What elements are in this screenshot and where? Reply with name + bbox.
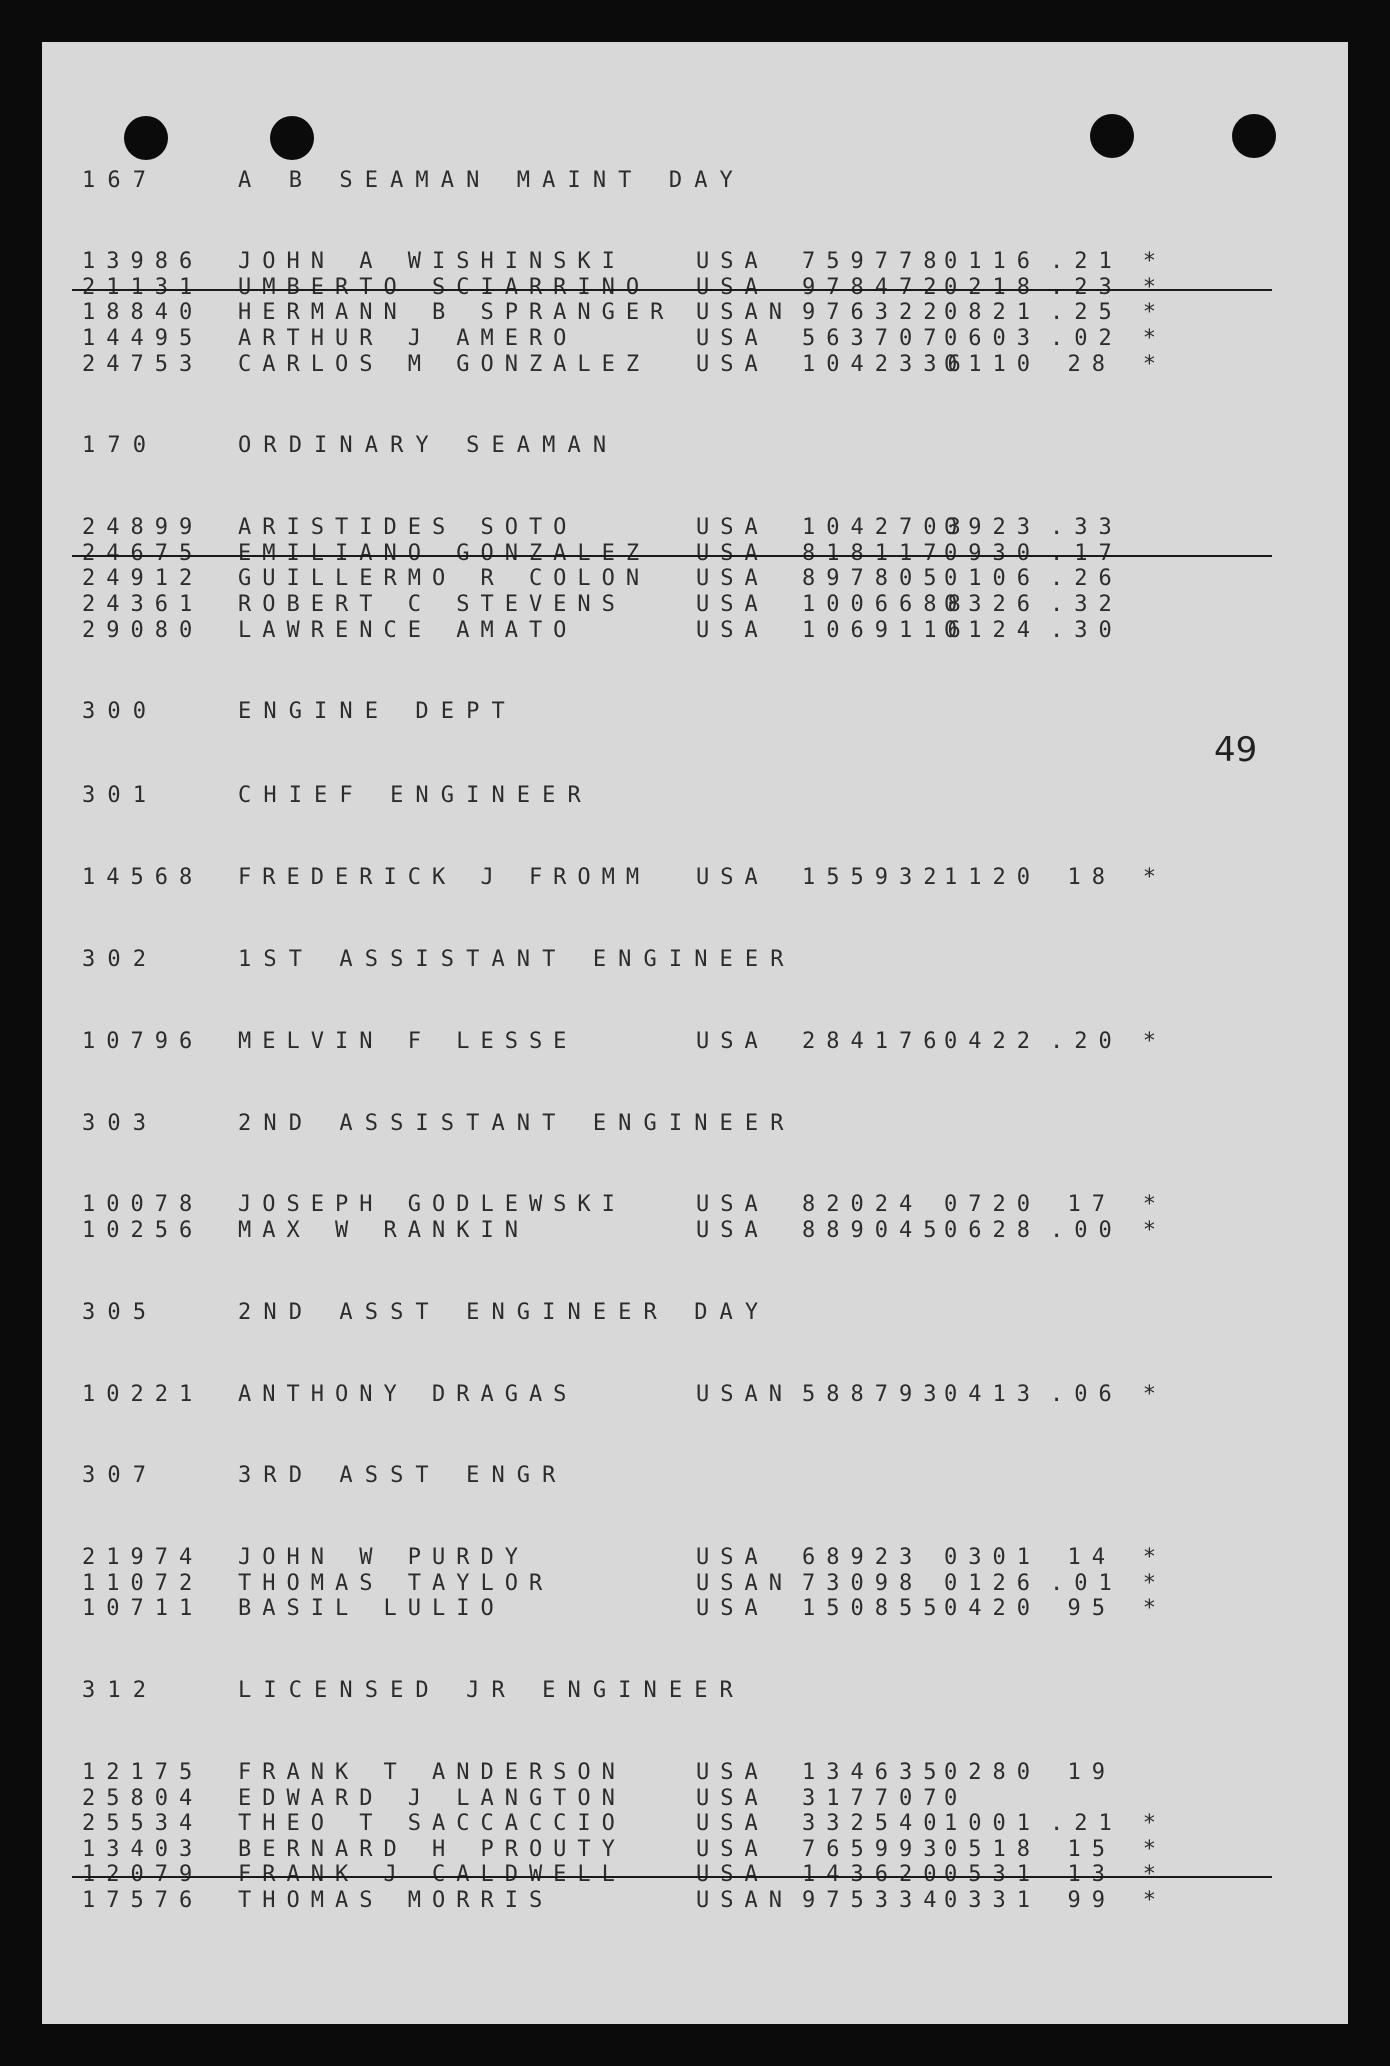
crew-code: 14495 (82, 326, 204, 352)
nationality: USA (696, 865, 769, 891)
document-number: 1042336 (802, 351, 972, 377)
crew-name: THOMAS MORRIS (238, 1887, 554, 1913)
crew-row (82, 249, 1262, 275)
nationality: USA (696, 326, 769, 352)
rate-value: .26 (1050, 566, 1123, 592)
crew-row (82, 865, 1262, 891)
crew-row (82, 617, 1262, 643)
crew-rows (82, 515, 1262, 643)
section-title: A B SEAMAN MAINT DAY (238, 167, 745, 193)
document-number: 284176 (802, 1028, 948, 1054)
crew-name: LAWRENCE AMATO (238, 617, 578, 643)
nationality: USA (696, 1028, 769, 1054)
asterisk-mark: * (1142, 1862, 1156, 1888)
crew-code: 13403 (82, 1836, 204, 1862)
date-code: 0413 (944, 1381, 1041, 1407)
document-number: 143620 (802, 1862, 948, 1888)
document-number: 978472 (802, 274, 948, 300)
nationality: USA (696, 617, 769, 643)
nationality: USAN (696, 1570, 793, 1596)
section-heading (82, 945, 1262, 975)
crew-rows (82, 1760, 1262, 1914)
document-number: 134635 (802, 1759, 948, 1785)
page-number: 49 (1214, 730, 1258, 770)
rate-value: .23 (1050, 274, 1123, 300)
nationality: USA (696, 1811, 769, 1837)
nationality: USA (696, 1218, 769, 1244)
nationality: USAN (696, 300, 793, 326)
crew-row (82, 1811, 1262, 1837)
date-code: 0126 (944, 1570, 1041, 1596)
nationality: USA (696, 1596, 769, 1622)
asterisk-mark: * (1142, 274, 1156, 300)
document-number: 68923 (802, 1545, 924, 1571)
document-number: 332540 (802, 1811, 948, 1837)
document-number: 317707 (802, 1785, 948, 1811)
document-number: 563707 (802, 326, 948, 352)
date-code: 0518 (944, 1836, 1041, 1862)
crew-name: MELVIN F LESSE (238, 1028, 578, 1054)
crew-code: 21131 (82, 274, 204, 300)
crew-name: BASIL LULIO (238, 1596, 505, 1622)
section-heading (82, 1676, 1262, 1706)
crew-rows (82, 1545, 1262, 1622)
date-code: 0821 (944, 300, 1041, 326)
crew-code: 14568 (82, 865, 204, 891)
nationality: USA (696, 540, 769, 566)
section-code: 312 (82, 1678, 159, 1704)
rate-value: 14 (1067, 1545, 1116, 1571)
punch-hole (1232, 114, 1276, 158)
asterisk-mark: * (1142, 326, 1156, 352)
rate-value: .33 (1050, 515, 1123, 541)
rate-value: .30 (1050, 617, 1123, 643)
date-code: 0331 (944, 1887, 1041, 1913)
rate-value: .06 (1050, 1381, 1123, 1407)
date-code: 0930 (944, 540, 1041, 566)
crew-name: ROBERT C STEVENS (238, 592, 626, 618)
document-number: 818117 (802, 540, 948, 566)
document-number: 889045 (802, 1218, 948, 1244)
nationality: USA (696, 1785, 769, 1811)
rate-value: .00 (1050, 1218, 1123, 1244)
section-code: 301 (82, 783, 159, 809)
asterisk-mark: * (1142, 1887, 1156, 1913)
crew-name: EMILIANO GONZALEZ (238, 540, 651, 566)
date-code: 0420 (944, 1596, 1041, 1622)
section-heading (82, 1297, 1262, 1327)
crew-name: EDWARD J LANGTON (238, 1785, 626, 1811)
document-number: 1069116 (802, 617, 972, 643)
crew-code: 10078 (82, 1192, 204, 1218)
date-code: 0106 (944, 566, 1041, 592)
rate-value: 99 (1067, 1887, 1116, 1913)
asterisk-mark: * (1142, 1596, 1156, 1622)
document-number: 588793 (802, 1381, 948, 1407)
crew-code: 21974 (82, 1545, 204, 1571)
document-number: 155932 (802, 865, 948, 891)
section-heading (82, 697, 1262, 727)
document-number: 759778 (802, 249, 948, 275)
document-number: 975334 (802, 1887, 948, 1913)
crew-code: 17576 (82, 1887, 204, 1913)
asterisk-mark: * (1142, 1836, 1156, 1862)
section-heading (82, 781, 1262, 811)
nationality: USAN (696, 1887, 793, 1913)
section-title: LICENSED JR ENGINEER (238, 1678, 745, 1704)
date-code: 0422 (944, 1028, 1041, 1054)
crew-code: 10221 (82, 1381, 204, 1407)
section-code: 307 (82, 1463, 159, 1489)
section-title: 3RD ASST ENGR (238, 1463, 568, 1489)
crew-row (82, 592, 1262, 618)
nationality: USA (696, 1836, 769, 1862)
date-code: 0531 (944, 1862, 1041, 1888)
crew-rows (82, 1192, 1262, 1243)
crew-name: HERMANN B SPRANGER (238, 300, 675, 326)
crew-row (82, 1192, 1262, 1218)
section-code: 303 (82, 1110, 159, 1136)
struck-crew-row (82, 541, 1262, 567)
section-title: CHIEF ENGINEER (238, 783, 593, 809)
date-code: 0124 (944, 617, 1041, 643)
date-code: 0116 (944, 249, 1041, 275)
crew-code: 10796 (82, 1028, 204, 1054)
nationality: USA (696, 592, 769, 618)
crew-code: 18840 (82, 300, 204, 326)
rate-value: .25 (1050, 300, 1123, 326)
nationality: USA (696, 1192, 769, 1218)
rate-value: .20 (1050, 1028, 1123, 1054)
rate-value: 17 (1067, 1192, 1116, 1218)
crew-name: JOHN W PURDY (238, 1545, 529, 1571)
crew-name: JOSEPH GODLEWSKI (238, 1192, 626, 1218)
nationality: USA (696, 351, 769, 377)
nationality: USA (696, 566, 769, 592)
rate-value: .21 (1050, 1811, 1123, 1837)
date-code: 0603 (944, 326, 1041, 352)
document-number: 1006688 (802, 592, 972, 618)
section-heading (82, 431, 1262, 461)
date-code: 0326 (944, 592, 1041, 618)
rate-value: 19 (1067, 1759, 1116, 1785)
crew-rows (82, 1029, 1262, 1055)
section-title: 2ND ASSISTANT ENGINEER (238, 1110, 796, 1136)
asterisk-mark: * (1142, 1545, 1156, 1571)
crew-row (82, 1545, 1262, 1571)
crew-name: THOMAS TAYLOR (238, 1570, 554, 1596)
crew-code: 13986 (82, 249, 204, 275)
nationality: USAN (696, 1381, 793, 1407)
section-code: 167 (82, 167, 159, 193)
rate-value: .01 (1050, 1570, 1123, 1596)
rate-value: .21 (1050, 249, 1123, 275)
crew-code: 29080 (82, 617, 204, 643)
section-title: 1ST ASSISTANT ENGINEER (238, 947, 796, 973)
crew-name: THEO T SACCACCIO (238, 1811, 626, 1837)
asterisk-mark: * (1142, 1218, 1156, 1244)
crew-row (82, 1785, 1262, 1811)
date-code: 1001 (944, 1811, 1041, 1837)
asterisk-mark: * (1142, 1028, 1156, 1054)
rate-value: 13 (1067, 1862, 1116, 1888)
section-heading (82, 165, 1262, 195)
crew-name: FRANK J CALDWELL (238, 1862, 626, 1888)
date-code: 0923 (944, 515, 1041, 541)
crew-name: UMBERTO SCIARRINO (238, 274, 651, 300)
rate-value: 18 (1067, 865, 1116, 891)
section-code: 170 (82, 433, 159, 459)
section-code: 302 (82, 947, 159, 973)
crew-listing (82, 165, 1262, 1967)
date-code: 0218 (944, 274, 1041, 300)
rate-value: 15 (1067, 1836, 1116, 1862)
crew-code: 12079 (82, 1862, 204, 1888)
crew-row (82, 326, 1262, 352)
crew-row (82, 1381, 1262, 1407)
rate-value: 28 (1067, 351, 1116, 377)
crew-rows (82, 249, 1262, 377)
crew-row (82, 351, 1262, 377)
crew-code: 12175 (82, 1759, 204, 1785)
crew-row (82, 515, 1262, 541)
crew-name: CARLOS M GONZALEZ (238, 351, 651, 377)
crew-row (82, 1571, 1262, 1597)
crew-rows (82, 865, 1262, 891)
date-code: 0 (944, 1785, 969, 1811)
crew-name: ANTHONY DRAGAS (238, 1381, 578, 1407)
crew-row (82, 300, 1262, 326)
crew-name: JOHN A WISHINSKI (238, 249, 626, 275)
crew-code: 24912 (82, 566, 204, 592)
crew-code: 24753 (82, 351, 204, 377)
document-number: 765993 (802, 1836, 948, 1862)
asterisk-mark: * (1142, 1192, 1156, 1218)
nationality: USA (696, 515, 769, 541)
section-heading (82, 1461, 1262, 1491)
crew-code: 25534 (82, 1811, 204, 1837)
crew-row (82, 1836, 1262, 1862)
date-code: 0110 (944, 351, 1041, 377)
document-number: 73098 (802, 1570, 924, 1596)
crew-name: FRANK T ANDERSON (238, 1759, 626, 1785)
asterisk-mark: * (1142, 1381, 1156, 1407)
nationality: USA (696, 1862, 769, 1888)
section-title: 2ND ASST ENGINEER DAY (238, 1299, 771, 1325)
date-code: 1120 (944, 865, 1041, 891)
crew-name: MAX W RANKIN (238, 1218, 529, 1244)
asterisk-mark: * (1142, 1811, 1156, 1837)
nationality: USA (696, 1545, 769, 1571)
nationality: USA (696, 274, 769, 300)
document-number: 976322 (802, 300, 948, 326)
punch-hole (270, 116, 314, 160)
crew-code: 11072 (82, 1570, 204, 1596)
punch-hole (1090, 114, 1134, 158)
document-number: 150855 (802, 1596, 948, 1622)
crew-code: 24899 (82, 515, 204, 541)
document-number: 82024 (802, 1192, 924, 1218)
crew-row (82, 1760, 1262, 1786)
rate-value: .02 (1050, 326, 1123, 352)
crew-name: ARISTIDES SOTO (238, 515, 578, 541)
crew-row (82, 566, 1262, 592)
struck-crew-row (82, 275, 1262, 301)
asterisk-mark: * (1142, 865, 1156, 891)
asterisk-mark: * (1142, 300, 1156, 326)
crew-name: FREDERICK J FROMM (238, 865, 651, 891)
crew-row (82, 1218, 1262, 1244)
date-code: 0280 (944, 1759, 1041, 1785)
document-number: 1042703 (802, 515, 972, 541)
nationality: USA (696, 249, 769, 275)
date-code: 0301 (944, 1545, 1041, 1571)
section-code: 300 (82, 699, 159, 725)
rate-value: .32 (1050, 592, 1123, 618)
crew-row (82, 1888, 1262, 1914)
crew-rows (82, 1381, 1262, 1407)
crew-row (82, 1596, 1262, 1622)
document-number: 897805 (802, 566, 948, 592)
crew-code: 10711 (82, 1596, 204, 1622)
struck-crew-row (82, 1862, 1262, 1888)
nationality: USA (696, 1759, 769, 1785)
section-code: 305 (82, 1299, 159, 1325)
section-title: ENGINE DEPT (238, 699, 517, 725)
rate-value: 95 (1067, 1596, 1116, 1622)
crew-row (82, 1029, 1262, 1055)
crew-code: 10256 (82, 1218, 204, 1244)
punch-hole (124, 116, 168, 160)
rate-value: .17 (1050, 540, 1123, 566)
crew-code: 25804 (82, 1785, 204, 1811)
section-heading (82, 1108, 1262, 1138)
crew-code: 24361 (82, 592, 204, 618)
crew-name: BERNARD H PROUTY (238, 1836, 626, 1862)
crew-name: GUILLERMO R COLON (238, 566, 651, 592)
asterisk-mark: * (1142, 1570, 1156, 1596)
crew-name: ARTHUR J AMERO (238, 326, 578, 352)
crew-code: 24675 (82, 540, 204, 566)
asterisk-mark: * (1142, 351, 1156, 377)
date-code: 0628 (944, 1218, 1041, 1244)
date-code: 0720 (944, 1192, 1041, 1218)
section-title: ORDINARY SEAMAN (238, 433, 619, 459)
asterisk-mark: * (1142, 249, 1156, 275)
